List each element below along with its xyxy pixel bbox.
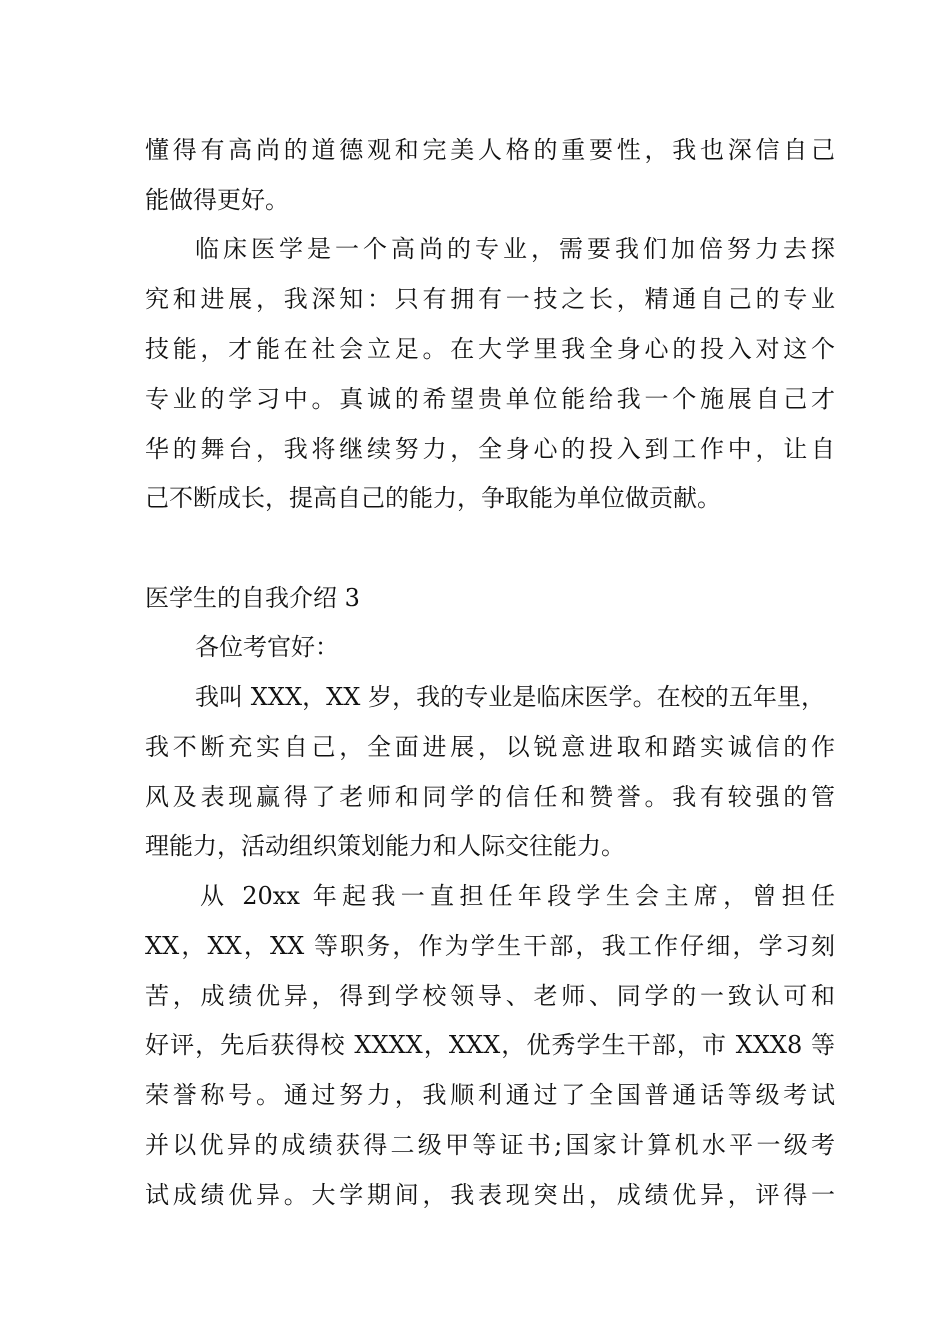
text-line: 理能力，活动组织策划能力和人际交往能力。 bbox=[145, 832, 625, 860]
text-line: 专业的学习中。真诚的希望贵单位能给我一个施展自己才 bbox=[145, 385, 835, 413]
text-line: 各位考官好： bbox=[195, 633, 339, 661]
text-line: 风及表现赢得了老师和同学的信任和赞誉。我有较强的管 bbox=[145, 783, 835, 811]
text-line: XX，XX，XX 等职务，作为学生干部，我工作仔细，学习刻 bbox=[145, 932, 835, 960]
text-line: 试成绩优异。大学期间，我表现突出，成绩优异，评得一 bbox=[145, 1181, 835, 1209]
text-line: 懂得有高尚的道德观和完美人格的重要性，我也深信自己 bbox=[145, 136, 835, 164]
text-line: 华的舞台，我将继续努力，全身心的投入到工作中，让自 bbox=[145, 435, 835, 463]
text-line: 己不断成长，提高自己的能力，争取能为单位做贡献。 bbox=[145, 484, 721, 512]
section-heading: 医学生的自我介绍 3 bbox=[145, 584, 360, 612]
text-line: 从 20xx 年起我一直担任年段学生会主席，曾担任 bbox=[200, 882, 835, 910]
text-line: 并以优异的成绩获得二级甲等证书;国家计算机水平一级考 bbox=[145, 1131, 835, 1159]
text-line: 荣誉称号。通过努力，我顺利通过了全国普通话等级考试 bbox=[145, 1081, 835, 1109]
text-line: 苦，成绩优异，得到学校领导、老师、同学的一致认可和 bbox=[145, 982, 835, 1010]
text-line: 临床医学是一个高尚的专业，需要我们加倍努力去探 bbox=[195, 235, 835, 263]
text-line: 好评，先后获得校 XXXX，XXX，优秀学生干部，市 XXX8 等 bbox=[145, 1031, 835, 1059]
text-line: 我叫 XXX，XX 岁，我的专业是临床医学。在校的五年里， bbox=[195, 683, 825, 711]
text-line: 究和进展，我深知：只有拥有一技之长，精通自己的专业 bbox=[145, 285, 835, 313]
text-line: 技能，才能在社会立足。在大学里我全身心的投入对这个 bbox=[145, 335, 835, 363]
text-line: 我不断充实自己，全面进展，以锐意进取和踏实诚信的作 bbox=[145, 733, 835, 761]
text-line: 能做得更好。 bbox=[145, 186, 289, 214]
